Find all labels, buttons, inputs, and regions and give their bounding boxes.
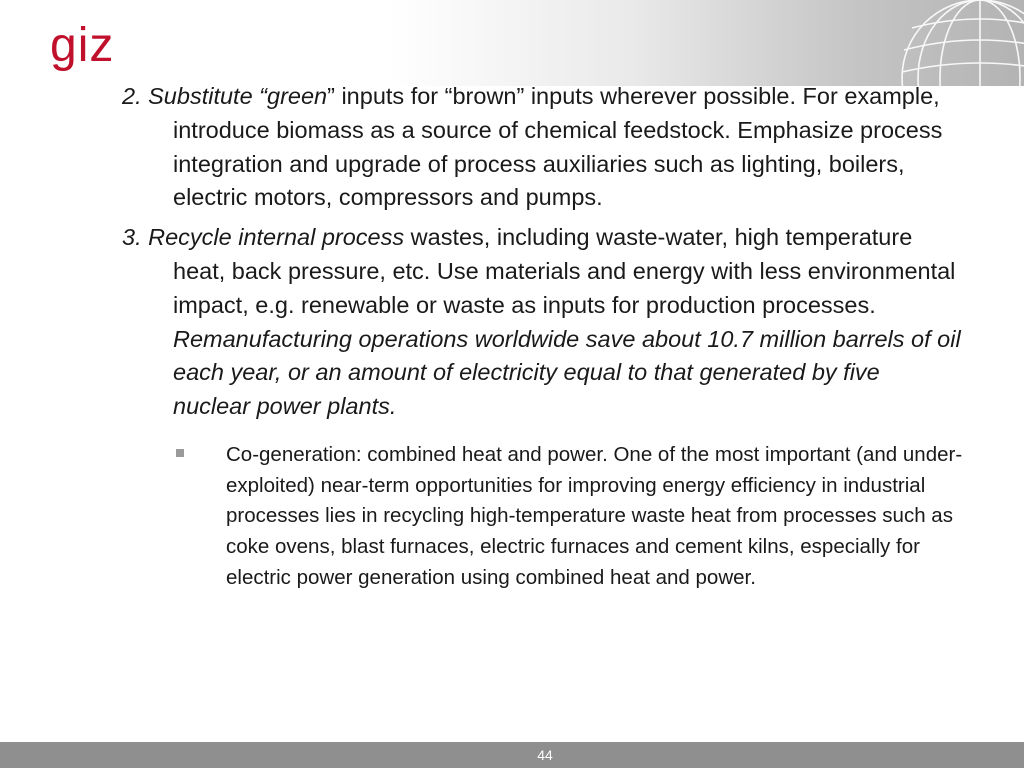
item-3-lead: 3. Recycle internal process wastes, including waste-water, high temperature heat, back pressure, etc. Use materials and energy with less environmental impact, e.g. renewable or waste as inputs for production processes. Remanufacturing operations worldwide save about 10.7 million barrels of oil each year, or an amount of electricity equal to that generated by five nuclear power plants. <box>122 224 961 420</box>
giz-logo: giz <box>50 19 115 72</box>
item-2-lead: 2. Substitute “green” inputs for “brown” inputs wherever possible. For example, introduce biomass as a source of chemical feedstock. Emphasize process integration and upgrade of process auxiliaries such as lighting, boilers, electric motors, compressors and pumps. <box>122 83 943 211</box>
sub-bullet-cogeneration <box>226 440 966 594</box>
page-number: 44 <box>537 747 553 763</box>
globe-icon <box>890 0 1024 86</box>
sub-bullet-text: Co-generation: combined heat and power. One of the most important (and under-exploited) near-term opportunities for improving energy efficiency in industrial processes lies in recycling high-temperature waste heat from processes such as coke ovens, blast furnaces, electric furnaces and cement kilns, especially for electric power generation using combined heat and power. <box>226 442 963 589</box>
list-item-3 <box>122 221 962 424</box>
square-bullet-icon <box>176 449 184 457</box>
list-item-2 <box>122 80 962 215</box>
slide-content <box>122 80 962 593</box>
header-band <box>0 0 1024 86</box>
footer-bar <box>0 742 1024 768</box>
